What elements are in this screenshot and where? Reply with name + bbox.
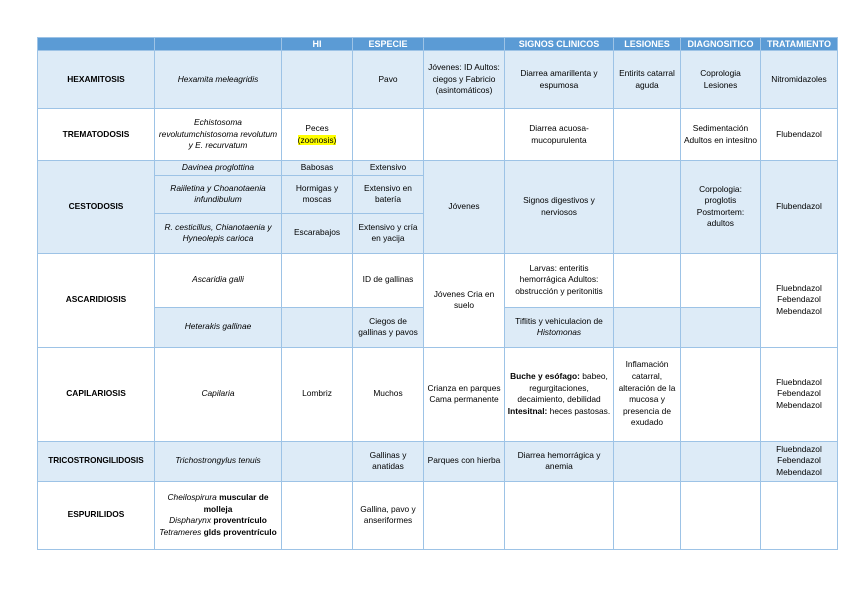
species-bold-2: proventrículo bbox=[213, 515, 267, 526]
diag-cell: Corpologia: proglotis Postmortem: adultos bbox=[681, 161, 761, 254]
species-cell: Ascaridia galli bbox=[155, 253, 282, 307]
age-cell bbox=[424, 109, 505, 161]
header-tratamiento: TRATAMIENTO bbox=[761, 38, 838, 51]
signs-cell bbox=[505, 347, 614, 441]
signs-text: Tiflitis y vehiculacion de bbox=[515, 315, 603, 326]
hi-cell bbox=[282, 481, 353, 549]
header-row bbox=[38, 38, 838, 51]
diag-cell bbox=[681, 347, 761, 441]
especie-cell: ID de gallinas bbox=[353, 253, 424, 307]
row-tricostrongilidosis bbox=[38, 441, 838, 481]
lesions-cell bbox=[614, 307, 681, 347]
hi-cell: Escarabajos bbox=[282, 213, 353, 253]
age-cell: Jóvenes bbox=[424, 161, 505, 254]
diag-cell bbox=[681, 307, 761, 347]
treat-cell: Fluebndazol Febendazol Mebendazol bbox=[761, 253, 838, 347]
hi-cell bbox=[282, 109, 353, 161]
row-capilariosis bbox=[38, 347, 838, 441]
disease-name: ASCARIDIOSIS bbox=[38, 253, 155, 347]
treat-cell bbox=[761, 481, 838, 549]
signs-text-1: babeo, regurgitaciones, decaimiento, debilidad bbox=[517, 370, 608, 405]
lesions-cell bbox=[614, 161, 681, 254]
disease-name: CAPILARIOSIS bbox=[38, 347, 155, 441]
species-bold-1: muscular de molleja bbox=[203, 491, 269, 514]
hi-cell bbox=[282, 51, 353, 109]
hi-cell: Hormigas y moscas bbox=[282, 175, 353, 213]
species-cell: R. cesticillus, Chianotaenia y Hyneolepis carioca bbox=[155, 213, 282, 253]
row-espurilidos bbox=[38, 481, 838, 549]
signs-cell bbox=[505, 307, 614, 347]
treat-cell: Fluebndazol Febendazol Mebendazol bbox=[761, 347, 838, 441]
diag-cell bbox=[681, 481, 761, 549]
signs-italic: Histomonas bbox=[536, 327, 582, 338]
row-cestodosis-1 bbox=[38, 161, 838, 176]
species-cell: Echistosoma revolutumchistosoma revolutum y E. recurvatum bbox=[155, 109, 282, 161]
age-cell: Jóvenes: ID Aultos: ciegos y Fabricio (asintomáticos) bbox=[424, 51, 505, 109]
species-cell: Raiiletina y Choanotaenia infundibulum bbox=[155, 175, 282, 213]
diag-cell: Sedimentación Adultos en intesitno bbox=[681, 109, 761, 161]
diag-cell bbox=[681, 441, 761, 481]
lesions-cell bbox=[614, 109, 681, 161]
disease-name: TREMATODOSIS bbox=[38, 109, 155, 161]
signs-cell: Larvas: enteritis hemorrágica Adultos: obstrucción y peritonitis bbox=[505, 253, 614, 307]
header-lesiones: LESIONES bbox=[614, 38, 681, 51]
disease-name: TRICOSTRONGILIDOSIS bbox=[38, 441, 155, 481]
especie-cell: Extensivo en batería bbox=[353, 175, 424, 213]
age-cell: Jóvenes Cria en suelo bbox=[424, 253, 505, 347]
hi-text: Peces bbox=[305, 122, 329, 133]
header-especie: ESPECIE bbox=[353, 38, 424, 51]
hi-cell bbox=[282, 253, 353, 307]
signs-bold-2: Intesitnal: bbox=[507, 405, 548, 416]
age-cell: Parques con hierba bbox=[424, 441, 505, 481]
header-signos: SIGNOS CLINICOS bbox=[505, 38, 614, 51]
species-cell: Davinea proglottina bbox=[155, 161, 282, 176]
species-cell bbox=[155, 481, 282, 549]
especie-cell: Ciegos de gallinas y pavos bbox=[353, 307, 424, 347]
signs-cell: Diarrea amarillenta y espumosa bbox=[505, 51, 614, 109]
disease-name: HEXAMITOSIS bbox=[38, 51, 155, 109]
hi-cell: Lombriz bbox=[282, 347, 353, 441]
header-cell-2 bbox=[155, 38, 282, 51]
row-ascaridiosis-1 bbox=[38, 253, 838, 307]
species-cell: Trichostrongylus tenuis bbox=[155, 441, 282, 481]
disease-name: CESTODOSIS bbox=[38, 161, 155, 254]
treat-cell: Nitromidazoles bbox=[761, 51, 838, 109]
diag-cell bbox=[681, 253, 761, 307]
lesions-cell bbox=[614, 481, 681, 549]
species-italic-1: Cheilospirura bbox=[167, 491, 217, 502]
age-cell: Crianza en parques Cama permanente bbox=[424, 347, 505, 441]
signs-cell bbox=[505, 481, 614, 549]
especie-cell: Muchos bbox=[353, 347, 424, 441]
header-hi: HI bbox=[282, 38, 353, 51]
especie-cell: Gallinas y anatidas bbox=[353, 441, 424, 481]
row-hexamitosis bbox=[38, 51, 838, 109]
hi-cell bbox=[282, 441, 353, 481]
signs-bold-1: Buche y esófago: bbox=[510, 370, 580, 381]
especie-cell: Extensivo y cría en yacija bbox=[353, 213, 424, 253]
species-cell: Heterakis gallinae bbox=[155, 307, 282, 347]
treat-cell: Flubendazol bbox=[761, 109, 838, 161]
lesions-cell: Entirits catarral aguda bbox=[614, 51, 681, 109]
diag-cell: Coprologia Lesiones bbox=[681, 51, 761, 109]
disease-name: ESPURILIDOS bbox=[38, 481, 155, 549]
especie-cell: Gallina, pavo y anseriformes bbox=[353, 481, 424, 549]
row-trematodosis bbox=[38, 109, 838, 161]
species-cell: Hexamita meleagridis bbox=[155, 51, 282, 109]
header-cell-5 bbox=[424, 38, 505, 51]
species-italic-3: Tetrameres bbox=[159, 526, 202, 537]
signs-cell: Diarrea acuosa- mucopurulenta bbox=[505, 109, 614, 161]
treat-cell: Flubendazol bbox=[761, 161, 838, 254]
signs-text-2: heces pastosas. bbox=[549, 405, 611, 416]
parasitosis-table bbox=[37, 37, 838, 550]
hi-cell bbox=[282, 307, 353, 347]
header-diagnostico: DIAGNOSITICO bbox=[681, 38, 761, 51]
species-bold-3: glds proventrículo bbox=[203, 526, 277, 537]
signs-cell: Signos digestivos y nerviosos bbox=[505, 161, 614, 254]
hi-cell: Babosas bbox=[282, 161, 353, 176]
especie-cell: Extensivo bbox=[353, 161, 424, 176]
signs-cell: Diarrea hemorrágica y anemia bbox=[505, 441, 614, 481]
treat-cell: Fluebndazol Febendazol Mebendazol bbox=[761, 441, 838, 481]
especie-cell: Pavo bbox=[353, 51, 424, 109]
lesions-cell bbox=[614, 441, 681, 481]
lesions-cell: Inflamación catarral, alteración de la mucosa y presencia de exudado bbox=[614, 347, 681, 441]
age-cell bbox=[424, 481, 505, 549]
lesions-cell bbox=[614, 253, 681, 307]
zoonosis-highlight: (zoonosis) bbox=[297, 134, 337, 145]
species-italic-2: Dispharynx bbox=[169, 515, 212, 526]
header-cell-1 bbox=[38, 38, 155, 51]
species-cell: Capilaria bbox=[155, 347, 282, 441]
especie-cell bbox=[353, 109, 424, 161]
